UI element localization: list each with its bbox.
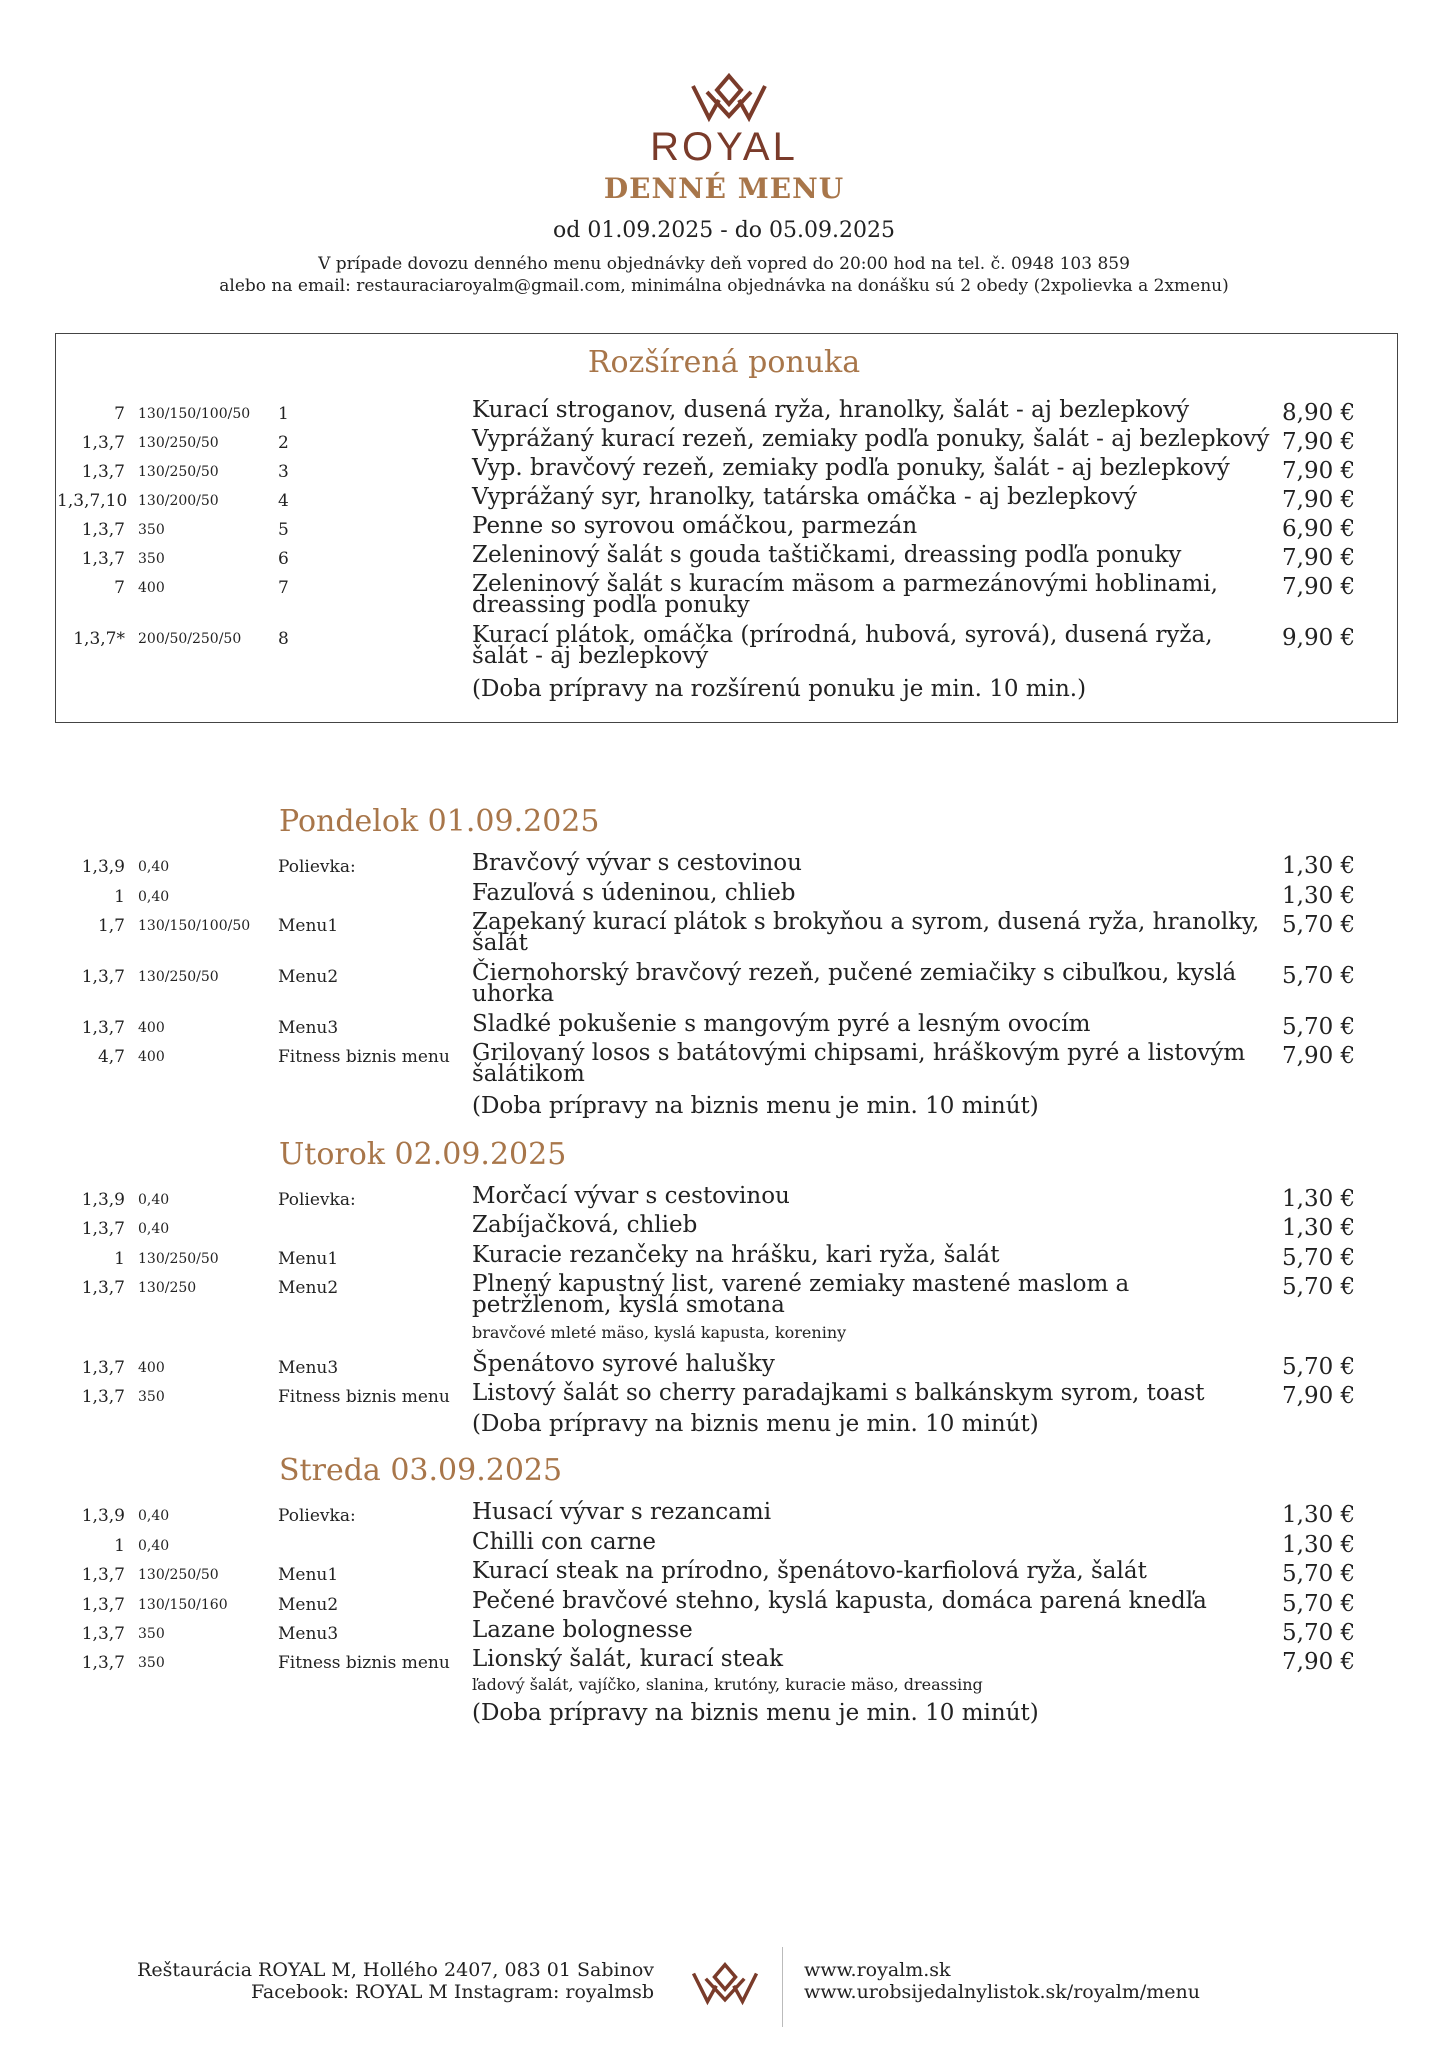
dish-name: Vyprážaný syr, hranolky, tatárska omáčka - aj bezlepkový xyxy=(472,484,1138,510)
portion-weight: 200/50/250/50 xyxy=(138,631,242,647)
dish-name: Zeleninový šalát s gouda taštičkami, dreassing podľa ponuky xyxy=(472,542,1182,568)
allergen-codes: 1,3,7 xyxy=(81,1278,125,1298)
dish-name: Špenátovo syrové halušky xyxy=(472,1351,775,1377)
dish-price: 7,90 € xyxy=(1282,458,1356,484)
dish-price: 1,30 € xyxy=(1282,883,1356,909)
menu-label: Polievka: xyxy=(278,1190,356,1210)
portion-weight: 350 xyxy=(138,1655,165,1671)
preparation-time-note: (Doba prípravy na rozšírenú ponuku je min. 10 min.) xyxy=(472,676,1087,702)
allergen-codes: 1 xyxy=(114,1249,125,1269)
portion-weight: 350 xyxy=(138,551,165,567)
allergen-codes: 1,3,7 xyxy=(81,1565,125,1585)
portion-weight: 0,40 xyxy=(138,889,170,905)
menu-label: Menu2 xyxy=(278,967,339,987)
menu-label: 7 xyxy=(278,578,289,598)
menu-label: Menu3 xyxy=(278,1018,339,1038)
menu-label: Menu2 xyxy=(278,1595,339,1615)
portion-weight: 400 xyxy=(138,1020,165,1036)
dish-price: 5,70 € xyxy=(1282,1620,1356,1646)
dish-name: Zabíjačková, chlieb xyxy=(472,1212,698,1238)
dish-price: 1,30 € xyxy=(1282,1215,1356,1241)
website-link[interactable]: www.royalm.sk xyxy=(804,1959,951,1981)
preparation-time-note: (Doba prípravy na biznis menu je min. 10 minút) xyxy=(472,1093,1039,1119)
allergen-codes: 1,3,7 xyxy=(81,1018,125,1038)
footer-contact xyxy=(60,1959,654,2003)
royal-crown-logo-icon xyxy=(689,72,769,124)
dish-price: 1,30 € xyxy=(1282,1186,1356,1212)
dish-name: Zeleninový šalát s kuracím mäsom a parmezánovými hoblinami, dreassing podľa ponuky xyxy=(472,571,1218,618)
portion-weight: 130/250/50 xyxy=(138,1567,219,1583)
dish-name: Kuracie rezančeky na hrášku, kari ryža, šalát xyxy=(472,1242,1000,1268)
footer-websites xyxy=(804,1959,1200,2003)
dish-price: 8,90 € xyxy=(1282,400,1356,426)
portion-weight: 130/250/50 xyxy=(138,969,219,985)
dish-name: Morčací vývar s cestovinou xyxy=(472,1183,790,1209)
royal-crown-logo-icon xyxy=(690,1955,760,2013)
dish-name: Husací vývar s rezancami xyxy=(472,1499,772,1525)
menu-label: Fitness biznis menu xyxy=(278,1653,450,1673)
menu-label: Fitness biznis menu xyxy=(278,1047,450,1067)
allergen-codes: 1,3,9 xyxy=(81,857,125,877)
dish-name: Chilli con carne xyxy=(472,1529,657,1555)
allergen-codes: 1,3,7 xyxy=(81,520,125,540)
menu-label: Menu3 xyxy=(278,1358,339,1378)
allergen-codes: 7 xyxy=(114,404,125,424)
portion-weight: 130/250/50 xyxy=(138,435,219,451)
dish-price: 5,70 € xyxy=(1282,1245,1356,1271)
allergen-codes: 7 xyxy=(114,578,125,598)
dish-name: Bravčový vývar s cestovinou xyxy=(472,850,802,876)
dish-price: 7,90 € xyxy=(1282,574,1356,600)
allergen-codes: 1,3,7,10 xyxy=(57,491,128,511)
dish-price: 7,90 € xyxy=(1282,487,1356,513)
allergen-codes: 1,3,7 xyxy=(81,462,125,482)
delivery-notice-line2: alebo na email: restauraciaroyalm@gmail.com, minimálna objednávka na donášku sú 2 obedy (2xpolievka a 2xmenu) xyxy=(219,276,1229,296)
menu-label: Polievka: xyxy=(278,857,356,877)
dish-name: Penne so syrovou omáčkou, parmezán xyxy=(472,513,918,539)
dish-price: 1,30 € xyxy=(1282,1502,1356,1528)
preparation-time-note: (Doba prípravy na biznis menu je min. 10 minút) xyxy=(472,1700,1039,1726)
footer-social: Facebook: ROYAL M Instagram: royalmsb xyxy=(251,1981,654,2003)
dish-name: Vyp. bravčový rezeň, zemiaky podľa ponuky, šalát - aj bezlepkový xyxy=(472,455,1230,481)
menu-website-link[interactable]: www.urobsijedalnylistok.sk/royalm/menu xyxy=(804,1981,1201,2003)
day-title: Utorok 02.09.2025 xyxy=(279,1137,567,1172)
menu-label: 8 xyxy=(278,629,289,649)
allergen-codes: 1,7 xyxy=(97,916,125,936)
dish-name: Kurací plátok, omáčka (prírodná, hubová, syrová), dusená ryža, šalát - aj bezlepkový xyxy=(472,622,1213,669)
day-title: Pondelok 01.09.2025 xyxy=(279,804,600,839)
portion-weight: 130/250 xyxy=(138,1280,197,1296)
dish-name: Plnený kapustný list, varené zemiaky mastené maslom a petržlenom, kyslá smotana xyxy=(472,1271,1130,1318)
menu-label: 3 xyxy=(278,462,289,482)
dish-name: Sladké pokušenie s mangovým pyré a lesným ovocím xyxy=(472,1011,1091,1037)
menu-label: Menu3 xyxy=(278,1624,339,1644)
dish-name: Kurací steak na prírodno, špenátovo-karfiolová ryža, šalát xyxy=(472,1558,1147,1584)
menu-label: Menu1 xyxy=(278,916,339,936)
dish-name: Kurací stroganov, dusená ryža, hranolky, šalát - aj bezlepkový xyxy=(472,397,1190,423)
dish-price: 1,30 € xyxy=(1282,1532,1356,1558)
allergen-codes: 1,3,9 xyxy=(81,1506,125,1526)
allergen-codes: 1 xyxy=(114,1536,125,1556)
menu-label: 5 xyxy=(278,520,289,540)
allergen-codes: 1,3,7 xyxy=(81,1219,125,1239)
dish-name: Zapekaný kurací plátok s brokyňou a syrom, dusená ryža, hranolky, šalát xyxy=(472,909,1260,956)
dish-price: 5,70 € xyxy=(1282,1561,1356,1587)
menu-label: Fitness biznis menu xyxy=(278,1387,450,1407)
portion-weight: 0,40 xyxy=(138,1221,170,1237)
dish-name: Lionský šalát, kurací steak xyxy=(472,1646,784,1672)
dish-ingredients-note: ľadový šalát, vajíčko, slanina, krutóny, kuracie mäso, dreassing xyxy=(472,1675,983,1694)
extended-offer-title: Rozšírená ponuka xyxy=(587,345,861,380)
dish-name: Lazane bolognesse xyxy=(472,1617,693,1643)
portion-weight: 350 xyxy=(138,1626,165,1642)
portion-weight: 0,40 xyxy=(138,1538,170,1554)
dish-name: Pečené bravčové stehno, kyslá kapusta, domáca parená knedľa xyxy=(472,1588,1207,1614)
allergen-codes: 1,3,7* xyxy=(73,629,125,649)
allergen-codes: 1,3,7 xyxy=(81,1653,125,1673)
dish-name: Listový šalát so cherry paradajkami s balkánskym syrom, toast xyxy=(472,1380,1205,1406)
dish-price: 5,70 € xyxy=(1282,963,1356,989)
dish-price: 7,90 € xyxy=(1282,1043,1356,1069)
portion-weight: 0,40 xyxy=(138,1192,170,1208)
dish-price: 7,90 € xyxy=(1282,429,1356,455)
dish-name: Čiernohorský bravčový rezeň, pučené zemiačiky s cibuľkou, kyslá uhorka xyxy=(472,960,1237,1007)
preparation-time-note: (Doba prípravy na biznis menu je min. 10 minút) xyxy=(472,1411,1039,1437)
dish-name: Grilovaný losos s batátovými chipsami, hráškovým pyré a listovým šalátikom xyxy=(472,1040,1246,1087)
allergen-codes: 1,3,7 xyxy=(81,1595,125,1615)
menu-date-range: od 01.09.2025 - do 05.09.2025 xyxy=(553,218,895,243)
day-title: Streda 03.09.2025 xyxy=(279,1453,563,1488)
menu-label: Menu1 xyxy=(278,1249,339,1269)
menu-label: 2 xyxy=(278,433,289,453)
allergen-codes: 1,3,7 xyxy=(81,433,125,453)
portion-weight: 400 xyxy=(138,1049,165,1065)
dish-price: 5,70 € xyxy=(1282,912,1356,938)
portion-weight: 130/250/50 xyxy=(138,464,219,480)
allergen-codes: 1,3,7 xyxy=(81,1387,125,1407)
dish-price: 5,70 € xyxy=(1282,1354,1356,1380)
allergen-codes: 1 xyxy=(114,887,125,907)
portion-weight: 130/150/160 xyxy=(138,1597,228,1613)
footer-address: Reštaurácia ROYAL M, Hollého 2407, 083 01 Sabinov xyxy=(137,1959,654,1981)
allergen-codes: 1,3,7 xyxy=(81,1358,125,1378)
dish-price: 1,30 € xyxy=(1282,853,1356,879)
menu-subtitle: DENNÉ MENU xyxy=(603,172,845,205)
allergen-codes: 1,3,7 xyxy=(81,1624,125,1644)
portion-weight: 350 xyxy=(138,522,165,538)
dish-price: 7,90 € xyxy=(1282,1649,1356,1675)
portion-weight: 130/250/50 xyxy=(138,1251,219,1267)
allergen-codes: 1,3,9 xyxy=(81,1190,125,1210)
dish-price: 7,90 € xyxy=(1282,1383,1356,1409)
menu-label: 6 xyxy=(278,549,289,569)
dish-name: Vyprážaný kurací rezeň, zemiaky podľa ponuky, šalát - aj bezlepkový xyxy=(472,426,1270,452)
dish-price: 7,90 € xyxy=(1282,545,1356,571)
dish-price: 5,70 € xyxy=(1282,1274,1356,1300)
allergen-codes: 1,3,7 xyxy=(81,967,125,987)
footer-divider xyxy=(782,1947,783,2027)
dish-ingredients-note: bravčové mleté mäso, kyslá kapusta, koreniny xyxy=(472,1323,847,1342)
portion-weight: 350 xyxy=(138,1389,165,1405)
portion-weight: 400 xyxy=(138,580,165,596)
portion-weight: 130/150/100/50 xyxy=(138,406,251,422)
allergen-codes: 1,3,7 xyxy=(81,549,125,569)
dish-price: 5,70 € xyxy=(1282,1591,1356,1617)
brand-name: ROYAL xyxy=(650,125,798,169)
delivery-notice xyxy=(0,253,1448,297)
dish-name: Fazuľová s údeninou, chlieb xyxy=(472,880,796,906)
portion-weight: 0,40 xyxy=(138,1508,170,1524)
menu-label: Menu1 xyxy=(278,1565,339,1585)
portion-weight: 130/150/100/50 xyxy=(138,918,251,934)
dish-price: 9,90 € xyxy=(1282,625,1356,651)
menu-label: Polievka: xyxy=(278,1506,356,1526)
menu-label: 1 xyxy=(278,404,289,424)
allergen-codes: 4,7 xyxy=(97,1047,125,1067)
dish-price: 5,70 € xyxy=(1282,1014,1356,1040)
portion-weight: 0,40 xyxy=(138,859,170,875)
dish-price: 6,90 € xyxy=(1282,516,1356,542)
menu-label: Menu2 xyxy=(278,1278,339,1298)
delivery-notice-line1: V prípade dovozu denného menu objednávky deň vopred do 20:00 hod na tel. č. 0948 103 859 xyxy=(318,254,1130,274)
menu-label: 4 xyxy=(278,491,289,511)
portion-weight: 130/200/50 xyxy=(138,493,219,509)
portion-weight: 400 xyxy=(138,1360,165,1376)
